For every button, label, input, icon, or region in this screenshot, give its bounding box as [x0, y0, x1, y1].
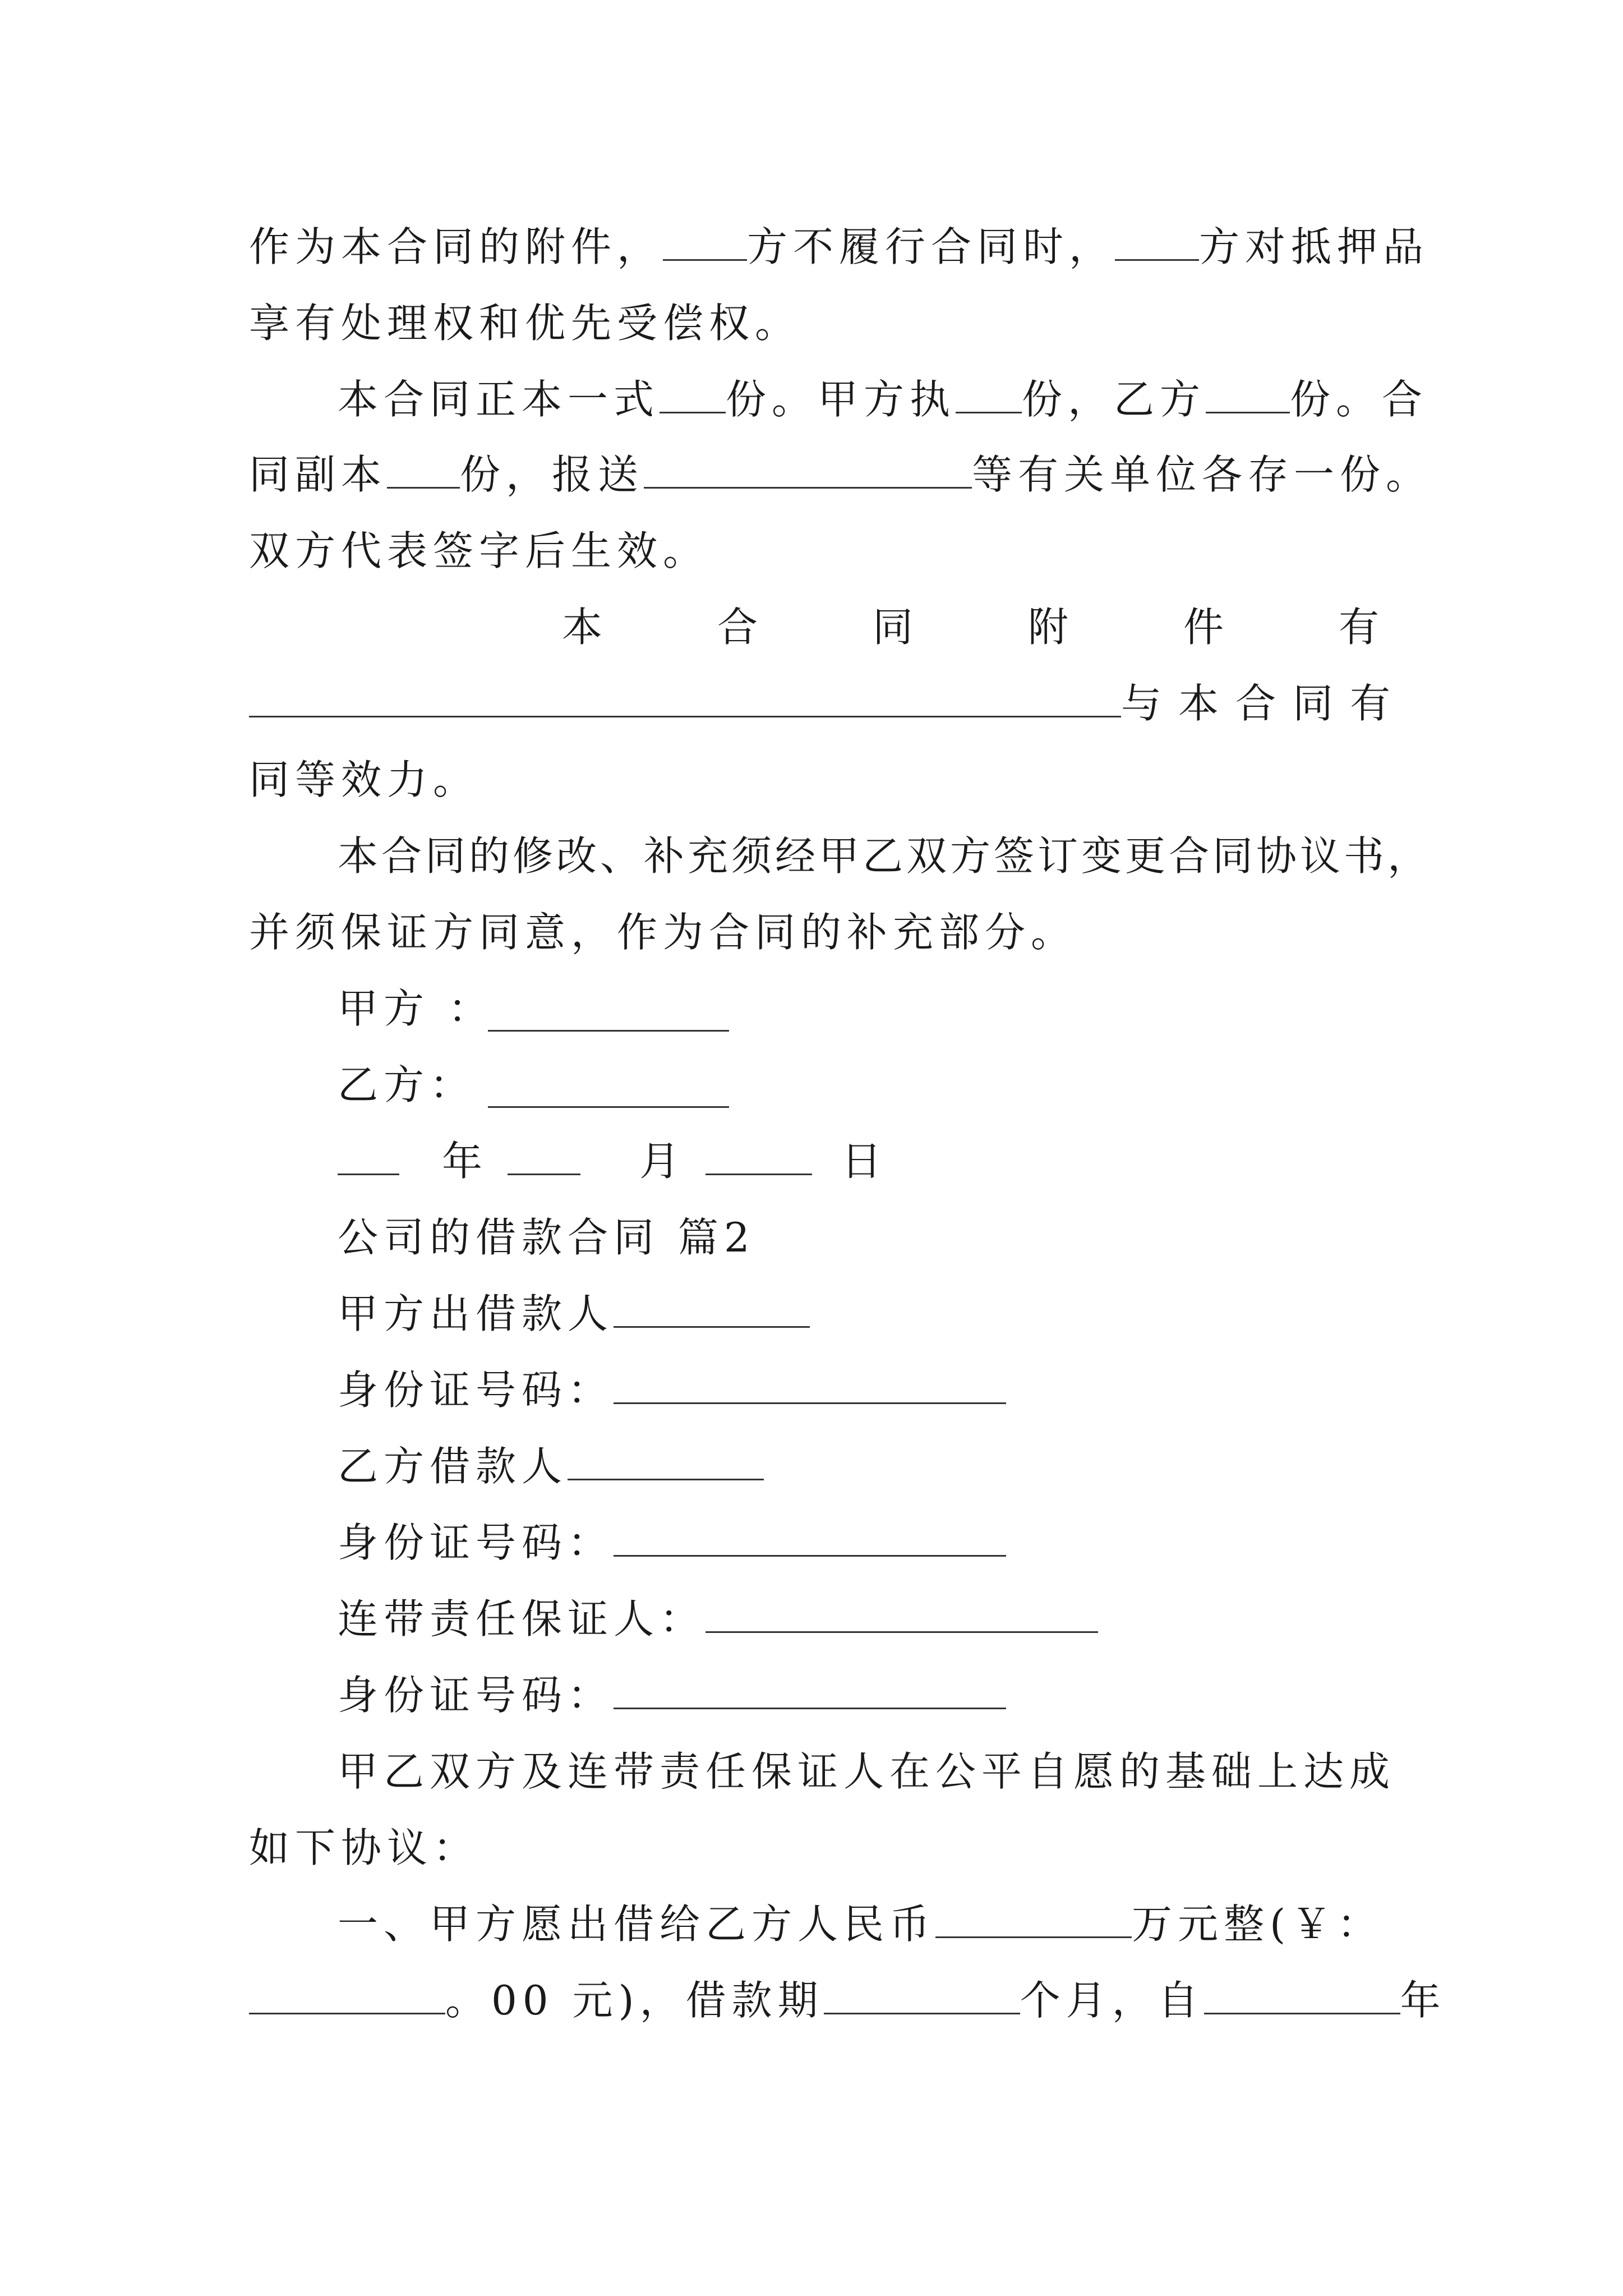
paragraph-line [562, 599, 1495, 655]
paragraph-line: 甲乙双方及连带责任保证人在公平自愿的基础上达成 [338, 1748, 1396, 1795]
guarantor-line [338, 1591, 1382, 1647]
party-a-blank[interactable] [488, 991, 729, 1032]
paragraph-line: 同等效力。 [249, 756, 479, 803]
borrower-label: 乙方借款人 [338, 1443, 568, 1490]
text: 等有关单位各存一份。 [972, 451, 1432, 498]
text: 。00 元)，借款期 [445, 1977, 824, 2024]
guarantor-label: 连带责任保证人： [338, 1595, 706, 1642]
paragraph-line: 双方代表签字后生效。 [249, 527, 709, 574]
day-blank[interactable] [706, 1134, 812, 1175]
text: 年 [1400, 1977, 1446, 2024]
blank-field[interactable] [663, 220, 747, 261]
paragraph-line [249, 447, 1432, 503]
blank-field[interactable] [1206, 372, 1290, 413]
blank-field[interactable] [660, 372, 726, 413]
text: 份。甲方执 [726, 376, 956, 423]
guarantor-blank[interactable] [706, 1592, 1098, 1633]
blank-field[interactable] [1115, 220, 1199, 261]
paragraph-line [338, 371, 1428, 427]
paragraph-line: 如下协议： [249, 1824, 479, 1871]
paragraph-line [338, 1896, 1382, 1952]
paragraph-line [249, 1972, 1446, 2028]
day-label: 日 [841, 1138, 888, 1185]
paragraph-line: 并须保证方同意，作为合同的补充部分。 [249, 909, 1077, 956]
month-label: 月 [639, 1138, 686, 1185]
month-blank[interactable] [508, 1134, 580, 1175]
section-heading: 公司的借款合同 篇2 [338, 1214, 755, 1261]
text: 方对抵押品 [1199, 223, 1430, 270]
lender-blank[interactable] [614, 1287, 810, 1328]
start-year-blank[interactable] [1204, 1973, 1400, 2014]
amount-number-blank[interactable] [249, 1973, 445, 2014]
year-blank[interactable] [338, 1134, 399, 1175]
blank-field[interactable] [387, 448, 460, 489]
text: 一、甲方愿出借给乙方人民币 [338, 1901, 936, 1948]
paragraph-line [249, 675, 1408, 731]
id-blank[interactable] [614, 1516, 1006, 1557]
text: 份，乙方 [1022, 376, 1206, 423]
borrower-blank[interactable] [568, 1439, 764, 1480]
id-line [338, 1515, 1382, 1571]
party-a-label: 甲方 ： [338, 985, 494, 1032]
blank-field[interactable] [644, 448, 972, 489]
term-blank[interactable] [824, 1973, 1020, 2014]
text: 本合同附件有 [562, 604, 1495, 651]
text: 作为本合同的附件， [249, 223, 663, 270]
id-label: 身份证号码： [338, 1366, 614, 1414]
paragraph-line: 享有处理权和优先受偿权。 [249, 300, 801, 347]
id-blank[interactable] [614, 1668, 1006, 1709]
text: 份，报送 [460, 451, 644, 498]
text: 份。合 [1290, 376, 1428, 423]
text: 个月，自 [1020, 1977, 1204, 2024]
text: 与本合同有 [1121, 680, 1408, 727]
id-line [338, 1362, 1382, 1418]
amount-blank[interactable] [935, 1897, 1132, 1938]
lender-label: 甲方出借款人 [338, 1290, 614, 1337]
text: 方不履行合同时， [747, 223, 1115, 270]
paragraph-line [249, 219, 1430, 275]
id-line [338, 1667, 1382, 1723]
lender-line [338, 1286, 1382, 1342]
blank-field[interactable] [249, 677, 1121, 717]
id-label: 身份证号码： [338, 1672, 614, 1719]
borrower-line [338, 1438, 1382, 1494]
paragraph-line: 本合同的修改、补充须经甲乙双方签订变更合同协议书， [338, 832, 1432, 880]
party-a-line [338, 981, 494, 1037]
id-blank[interactable] [614, 1363, 1006, 1404]
party-b-line [338, 1057, 476, 1113]
party-b-label: 乙方： [338, 1061, 476, 1108]
text: 万元整(￥： [1132, 1901, 1384, 1948]
id-label: 身份证号码： [338, 1519, 614, 1566]
party-b-blank[interactable] [488, 1067, 729, 1108]
year-label: 年 [442, 1138, 488, 1185]
text: 本合同正本一式 [338, 376, 660, 423]
blank-field[interactable] [956, 372, 1022, 413]
text: 同副本 [249, 451, 388, 498]
